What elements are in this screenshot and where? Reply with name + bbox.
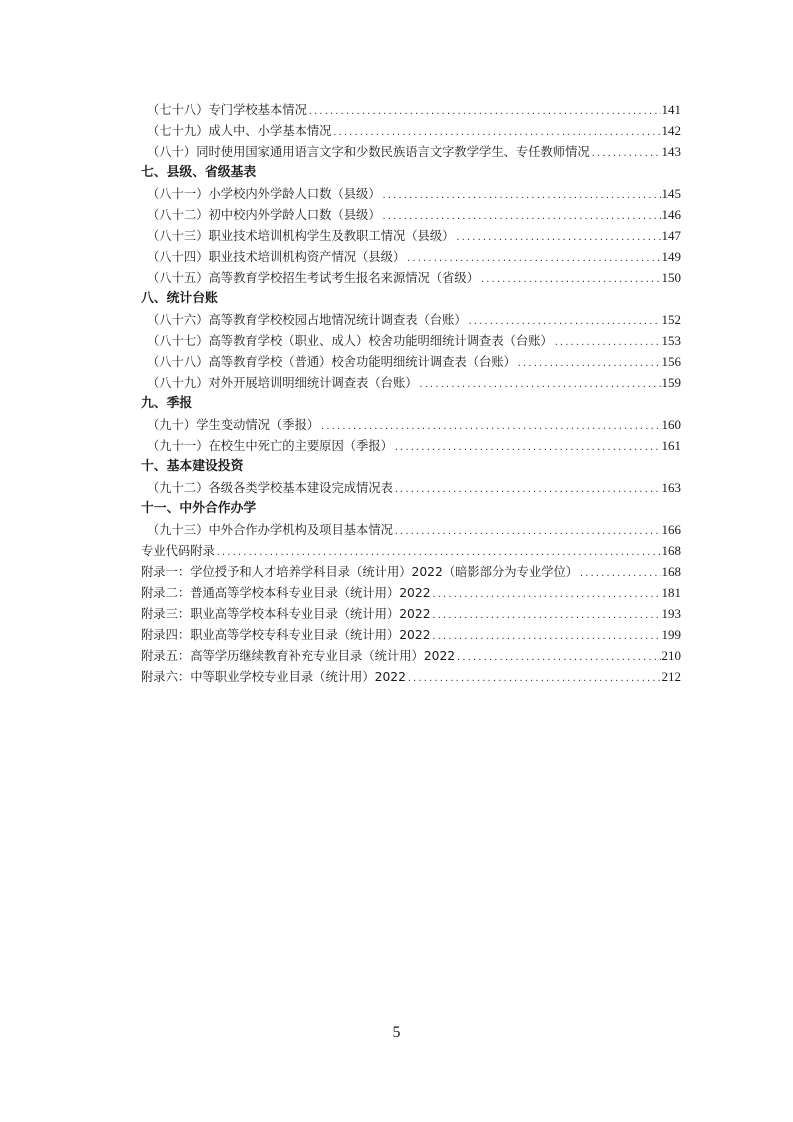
section-heading: 七、县级、省级基表 [141, 165, 257, 180]
toc-entry-page: 149 [661, 249, 681, 264]
toc-entry[interactable] [141, 246, 681, 267]
dot-leader [407, 668, 661, 689]
dot-leader [480, 269, 660, 290]
toc-entry[interactable] [141, 120, 681, 141]
toc-entry-title: （八十九）对外开展培训明细统计调查表（台账） [147, 376, 418, 390]
toc-entry-page: 145 [661, 186, 681, 201]
toc-entry-title: （八十一）小学校内外学龄人口数（县级） [147, 187, 381, 201]
section-heading: 十、基本建设投资 [141, 459, 244, 474]
toc-entry[interactable] [141, 225, 681, 246]
toc-entry-page: 156 [661, 354, 681, 369]
toc-entry-page: 150 [661, 270, 681, 285]
dot-leader [579, 563, 660, 584]
toc-entry-title: （八十八）高等教育学校（普通）校舍功能明细统计调查表（台账） [147, 355, 516, 369]
dot-leader [394, 521, 661, 542]
dot-leader [216, 542, 661, 563]
toc-entry[interactable] [141, 183, 681, 204]
toc-entry-title: （八十四）职业技术培训机构资产情况（县级） [147, 250, 406, 264]
toc-entry[interactable] [141, 414, 681, 435]
dot-leader [382, 206, 661, 227]
dot-leader [394, 437, 661, 458]
toc-entry[interactable] [141, 540, 681, 561]
toc-entry[interactable] [141, 561, 681, 582]
toc-entry-page: 212 [661, 669, 681, 684]
toc-entry[interactable] [141, 351, 681, 372]
toc-entry-title: （八十七）高等教育学校（职业、成人）校舍功能明细统计调查表（台账） [147, 334, 553, 348]
toc-entry-title: 附录一：学位授予和人才培养学科目录（统计用）2022（暗影部分为专业学位） [141, 565, 579, 579]
toc-entry-title: 附录三：职业高等学校本科专业目录（统计用）2022 [141, 607, 431, 621]
dot-leader [394, 479, 661, 500]
toc-entry[interactable] [141, 435, 681, 456]
dot-leader [432, 605, 661, 626]
section-heading: 十一、中外合作办学 [141, 501, 257, 516]
toc-entry-title: （八十五）高等教育学校招生考试考生报名来源情况（省级） [147, 271, 480, 285]
toc-entry-page: 142 [661, 123, 681, 138]
toc-entry-page: 160 [661, 417, 681, 432]
dot-leader [320, 416, 660, 437]
toc-entry[interactable] [141, 267, 681, 288]
toc-entry-page: 193 [661, 606, 681, 621]
toc-entry-title: （七十八）专门学校基本情况 [147, 103, 307, 117]
toc-entry-title: （九十二）各级各类学校基本建设完成情况表 [147, 481, 393, 495]
toc-entry-title: （八十）同时使用国家通用语言文字和少数民族语言文字教学学生、专任教师情况 [147, 145, 590, 159]
dot-leader [308, 101, 661, 122]
section-heading: 八、统计台账 [141, 291, 218, 306]
toc-entry-page: 153 [661, 333, 681, 348]
toc-entry-page: 166 [661, 522, 681, 537]
section-heading: 九、季报 [141, 396, 193, 411]
toc-entry[interactable] [141, 477, 681, 498]
toc-entry[interactable] [141, 645, 681, 666]
toc-entry-title: 附录四：职业高等学校专科专业目录（统计用）2022 [141, 628, 431, 642]
toc-entry[interactable] [141, 309, 681, 330]
toc-entry[interactable] [141, 204, 681, 225]
dot-leader [382, 185, 661, 206]
dot-leader [517, 353, 661, 374]
toc-entry-page: 146 [661, 207, 681, 222]
dot-leader [591, 143, 661, 164]
dot-leader [432, 626, 661, 647]
toc-entry-title: （九十）学生变动情况（季报） [147, 418, 320, 432]
toc-entry[interactable] [141, 330, 681, 351]
toc-entry[interactable] [141, 582, 681, 603]
toc-entry-page: 199 [661, 627, 681, 642]
toc-entry-page: 161 [661, 438, 681, 453]
dot-leader [432, 584, 661, 605]
toc-entry-title: 附录六：中等职业学校专业目录（统计用）2022 [141, 670, 406, 684]
dot-leader [332, 122, 660, 143]
dot-leader [468, 311, 661, 332]
toc-entry-title: （七十九）成人中、小学基本情况 [147, 124, 332, 138]
toc-entry[interactable] [141, 603, 681, 624]
table-of-contents [141, 99, 681, 687]
dot-leader [456, 647, 660, 668]
toc-entry[interactable] [141, 372, 681, 393]
toc-entry-page: 168 [661, 564, 681, 579]
toc-entry-page: 159 [661, 375, 681, 390]
dot-leader [554, 332, 661, 353]
toc-entry-page: 163 [661, 480, 681, 495]
toc-entry-page: 143 [661, 144, 681, 159]
toc-entry-page: 210 [661, 648, 681, 663]
page-number: 5 [392, 1024, 401, 1041]
dot-leader [455, 227, 660, 248]
toc-entry[interactable] [141, 666, 681, 687]
dot-leader [419, 374, 661, 395]
toc-entry[interactable] [141, 141, 681, 162]
dot-leader [406, 248, 660, 269]
toc-entry-title: （八十三）职业技术培训机构学生及教职工情况（县级） [147, 229, 455, 243]
toc-entry[interactable] [141, 624, 681, 645]
toc-entry[interactable] [141, 99, 681, 120]
toc-entry-page: 141 [661, 102, 681, 117]
toc-entry-page: 147 [661, 228, 681, 243]
toc-entry-title: 附录二：普通高等学校本科专业目录（统计用）2022 [141, 586, 431, 600]
toc-entry-page: 152 [661, 312, 681, 327]
toc-entry-title: 专业代码附录 [141, 544, 215, 558]
toc-entry[interactable] [141, 519, 681, 540]
toc-entry-title: （八十二）初中校内外学龄人口数（县级） [147, 208, 381, 222]
toc-entry-page: 181 [661, 585, 681, 600]
toc-entry-title: （九十一）在校生中死亡的主要原因（季报） [147, 439, 393, 453]
toc-entry-title: （九十三）中外合作办学机构及项目基本情况 [147, 523, 393, 537]
toc-entry-title: （八十六）高等教育学校校园占地情况统计调查表（台账） [147, 313, 467, 327]
toc-entry-title: 附录五：高等学历继续教育补充专业目录（统计用）2022 [141, 649, 456, 663]
toc-entry-page: 168 [661, 543, 681, 558]
